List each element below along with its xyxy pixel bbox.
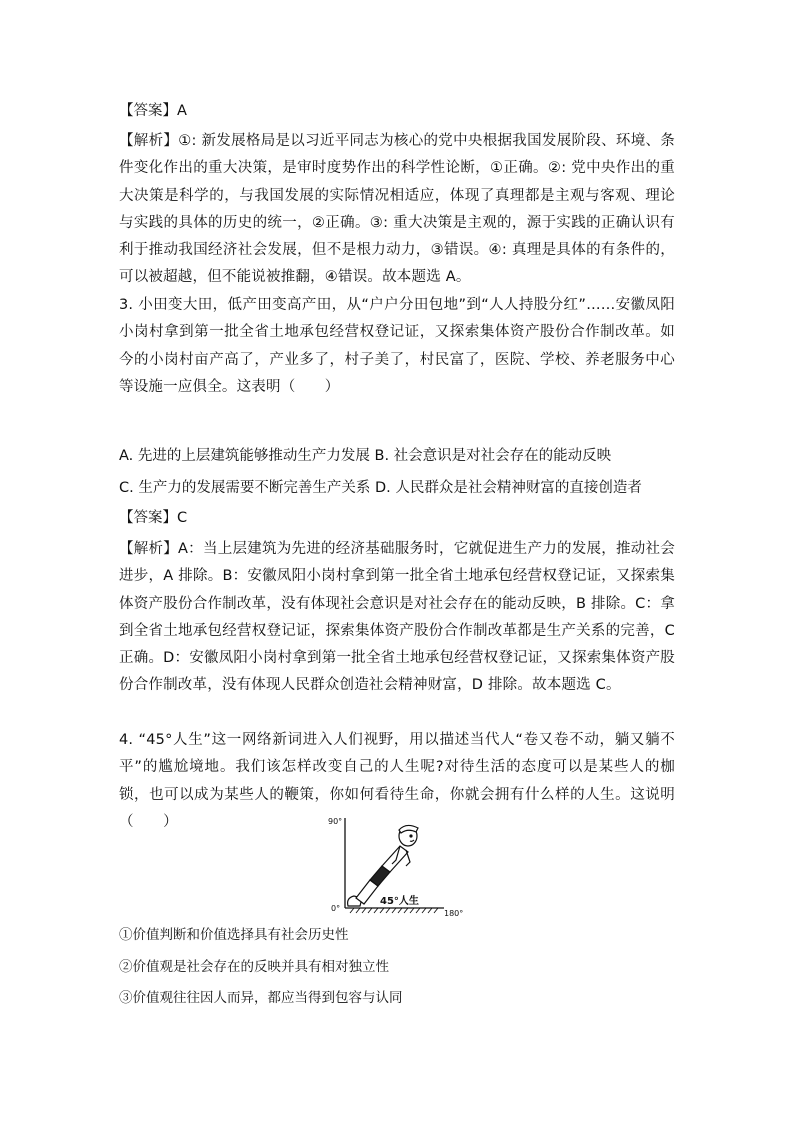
answer-q2: 【答案】A xyxy=(119,103,187,119)
leaning-person-icon xyxy=(348,825,418,906)
question-3-options-ab: A. 先进的上层建筑能够推动生产力发展 B. 社会意识是对社会存在的能动反映 xyxy=(119,448,612,464)
statement-2: ②价值观是社会存在的反映并具有相对独立性 xyxy=(119,959,389,975)
analysis-q3: 【解析】A：当上层建筑为先进的经济基础服务时，它就促进生产力的发展，推动社会进步，A 排除。B：安徽凤阳小岗村拿到第一批全省土地承包经营权登记证，又探索集体资产股份合作制改革，没有体现社会意识是对社会存在的能动反映，B 排除。C：拿到全省土地承包经营权登记证，探索集体资产股份合作制改革都是生产关系的完善，C 正确。D：安徽凤阳小岗村拿到第一批全省土地承包经营权登记证，又探索集体资产股份合作制改革，没有体现人民群众创造社会精神财富，D 排除。故本题选 C。 xyxy=(119,541,675,694)
axis-label-90: 90° xyxy=(328,817,343,826)
statement-3: ③价值观往往因人而异，都应当得到包容与认同 xyxy=(119,990,403,1006)
answer-q3: 【答案】C xyxy=(119,510,188,526)
question-3-stem: 3. 小田变大田，低产田变高产田，从“户户分田包地”到“人人持股分红”……安徽凤阳小岗村拿到第一批全省土地承包经营权登记证，又探索集体资产股份合作制改革。如今的小岗村亩产高了，产业多了，村子美了，村民富了，医院、学校、养老服务中心等设施一应俱全。这表明（ ） xyxy=(119,297,675,395)
figure-45-degree-life xyxy=(326,812,472,920)
question-4-stem: 4. “45°人生”这一网络新词进入人们视野，用以描述当代人“卷又卷不动，躺又躺不平”的尴尬境地。我们该怎样改变自己的人生呢?对待生活的态度可以是某些人的枷锁，也可以成为某些人的鞭策，你如何看待生命，你就会拥有什么样的人生。这说明（ ） xyxy=(119,732,675,830)
analysis-q2: 【解析】①: 新发展格局是以习近平同志为核心的党中央根据我国发展阶段、环境、条件变化作出的重大决策，是审时度势作出的科学性论断，①正确。②: 党中央作出的重大决策是科学的，与我国发展的实际情况相适应，体现了真理都是主观与客观、理论与实践的具体的历史的统一，②正确。③: 重大决策是主观的，源于实践的正确认识有利于推动我国经济社会发展，但不是根力动力，③错误。④: 真理是具体的有条件的，可以被超越，但不能说被推翻，④错误。故本题选 A。 xyxy=(119,133,675,286)
statement-1: ①价值判断和价值选择具有社会历史性 xyxy=(119,927,349,943)
question-3-options-cd: C. 生产力的发展需要不断完善生产关系 D. 人民群众是社会精神财富的直接创造者 xyxy=(119,480,642,496)
axis-label-0: 0° xyxy=(331,904,341,913)
axis-label-180: 180° xyxy=(444,909,464,918)
ground-hatching xyxy=(350,908,438,913)
figure-caption: 45°人生 xyxy=(380,896,419,907)
